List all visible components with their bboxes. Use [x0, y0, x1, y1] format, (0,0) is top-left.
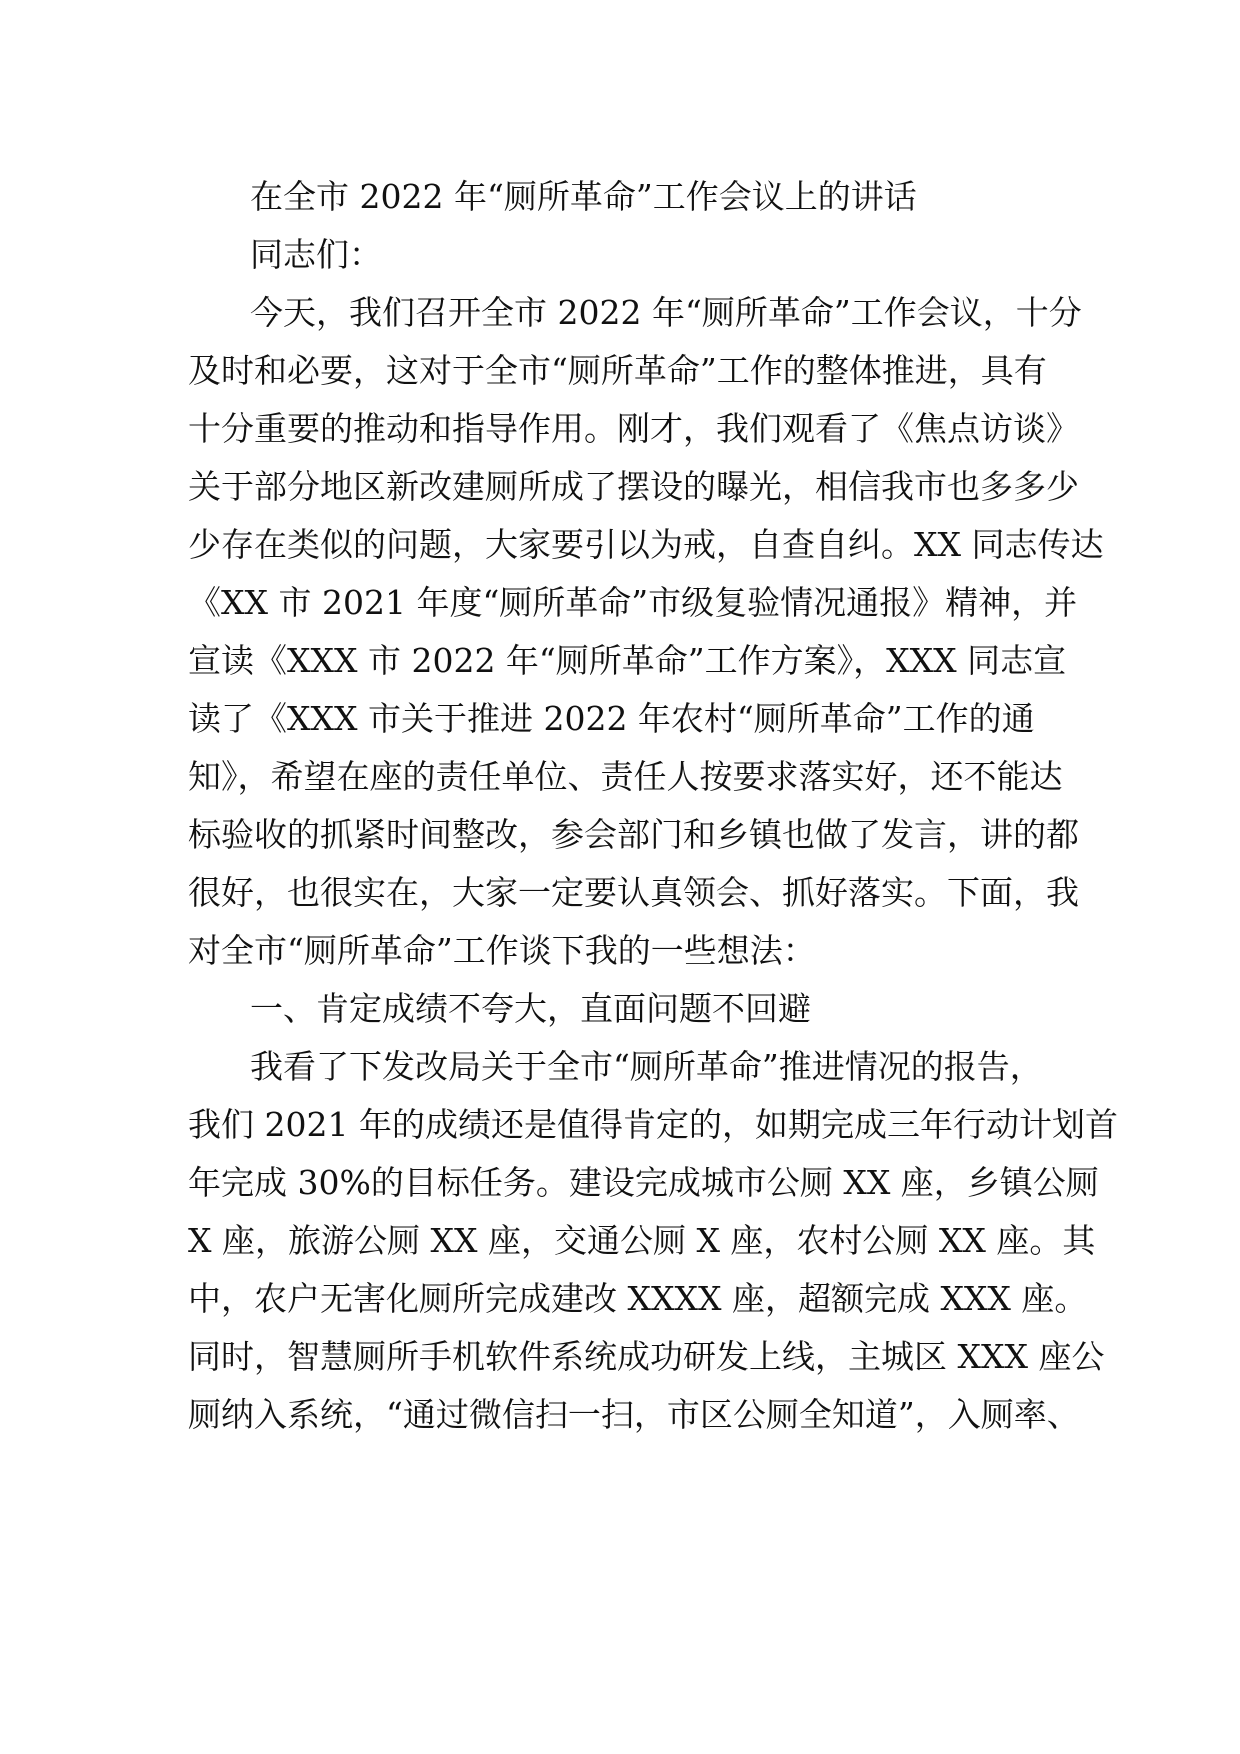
paragraph-line: 年完成 30%的目标任务。建设完成城市公厕 XX 座，乡镇公厕 — [188, 1163, 1099, 1202]
paragraph-line: 今天，我们召开全市 2022 年“厕所革命”工作会议，十分 — [250, 293, 1082, 332]
paragraph-line: 对全市“厕所革命”工作谈下我的一些想法： — [188, 931, 816, 970]
paragraph-line: 标验收的抓紧时间整改，参会部门和乡镇也做了发言，讲的都 — [188, 815, 1079, 854]
paragraph-line: 十分重要的推动和指导作用。刚才，我们观看了《焦点访谈》 — [188, 409, 1079, 448]
section-heading: 一、肯定成绩不夸大，直面问题不回避 — [250, 989, 811, 1028]
paragraph-line: 中，农户无害化厕所完成建改 XXXX 座，超额完成 XXX 座。 — [188, 1279, 1088, 1318]
paragraph-line: 读了《XXX 市关于推进 2022 年农村“厕所革命”工作的通 — [188, 699, 1035, 738]
document-title: 在全市 2022 年“厕所革命”工作会议上的讲话 — [250, 177, 917, 216]
paragraph-line: 关于部分地区新改建厕所成了摆设的曝光，相信我市也多多少 — [188, 467, 1079, 506]
salutation: 同志们： — [250, 235, 382, 274]
paragraph-line: X 座，旅游公厕 XX 座，交通公厕 X 座，农村公厕 XX 座。其 — [188, 1221, 1096, 1260]
paragraph-line: 很好，也很实在，大家一定要认真领会、抓好落实。下面，我 — [188, 873, 1079, 912]
paragraph-line: 及时和必要，这对于全市“厕所革命”工作的整体推进，具有 — [188, 351, 1047, 390]
paragraph-line: 《XX 市 2021 年度“厕所革命”市级复验情况通报》精神，并 — [188, 583, 1078, 622]
paragraph-line: 少存在类似的问题，大家要引以为戒，自查自纠。XX 同志传达 — [188, 525, 1104, 564]
paragraph-line: 知》，希望在座的责任单位、责任人按要求落实好，还不能达 — [188, 757, 1063, 796]
paragraph-line: 我看了下发改局关于全市“厕所革命”推进情况的报告， — [250, 1047, 1043, 1086]
paragraph-line: 同时，智慧厕所手机软件系统成功研发上线，主城区 XXX 座公 — [188, 1337, 1105, 1376]
paragraph-line: 宣读《XXX 市 2022 年“厕所革命”工作方案》，XXX 同志宣 — [188, 641, 1067, 680]
paragraph-line: 我们 2021 年的成绩还是值得肯定的，如期完成三年行动计划首 — [188, 1105, 1118, 1144]
paragraph-line: 厕纳入系统，“通过微信扫一扫，市区公厕全知道”，入厕率、 — [188, 1395, 1080, 1434]
